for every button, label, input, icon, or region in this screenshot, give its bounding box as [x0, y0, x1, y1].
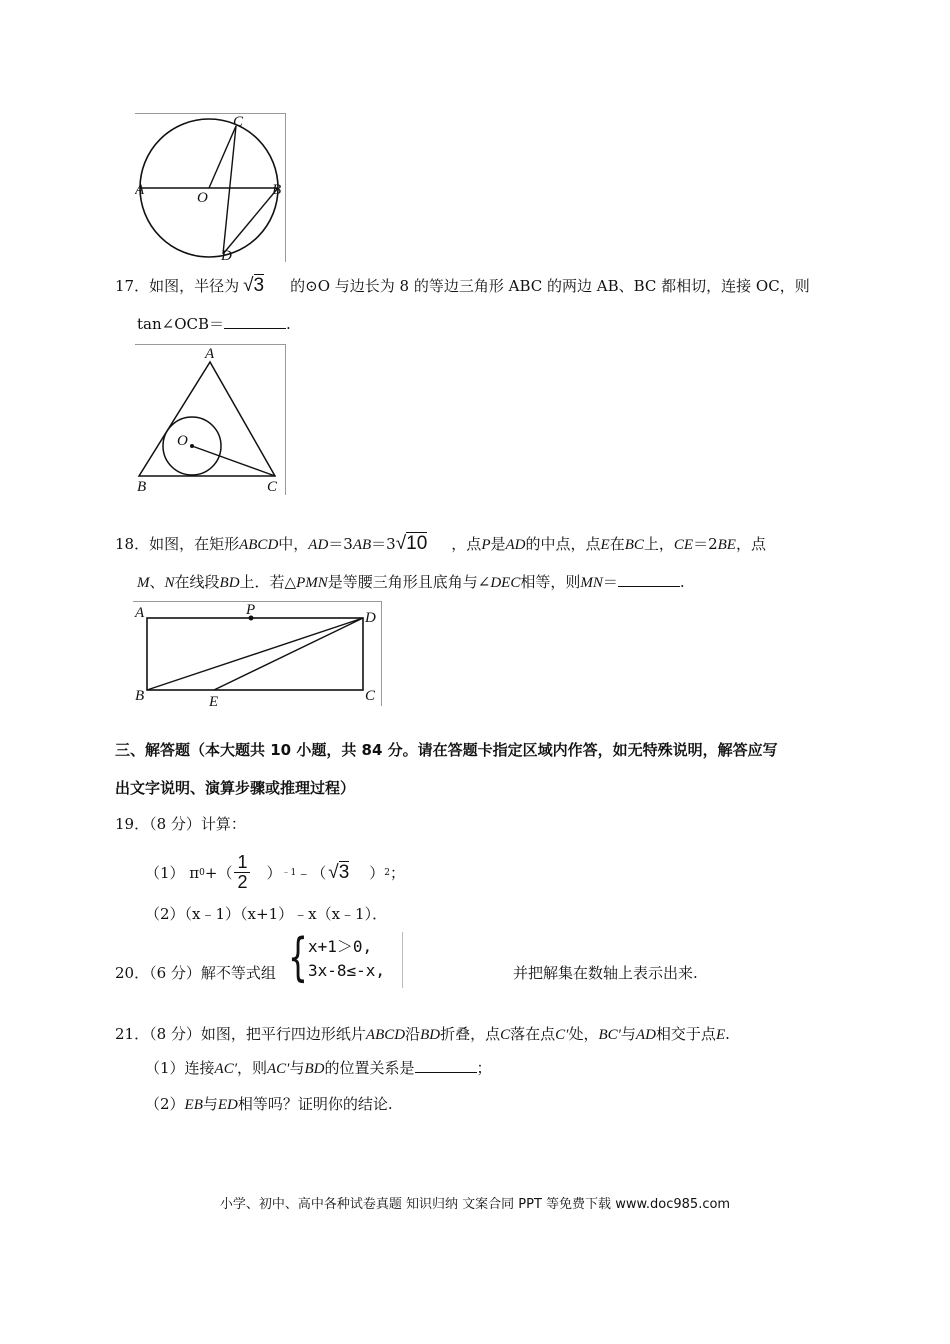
q21-heading — [115, 1024, 730, 1045]
q20-instruction: 并把解集在数轴上表示出来. — [513, 964, 698, 982]
label-d: D — [221, 248, 232, 262]
q21-text: 与 — [202, 1095, 218, 1113]
circle-diagram — [135, 114, 285, 262]
var-bd: BD — [420, 1027, 441, 1043]
label-b: B — [137, 479, 147, 495]
q18-number: 18． — [115, 535, 150, 553]
q21-text: 与 — [289, 1059, 305, 1077]
q18-text: 是 — [490, 535, 506, 553]
q18-text: ＝3 — [328, 535, 353, 553]
q21-text: 落在点 — [510, 1025, 556, 1043]
q21-text: 21．（8 分）如图，把平行四边形纸片 — [115, 1025, 366, 1043]
var-ac-prime: AC′ — [267, 1061, 290, 1077]
q17-number: 17． — [115, 277, 150, 295]
q17-text-a: 如图，半径为 — [149, 277, 240, 295]
var-ad: AD — [308, 537, 329, 553]
q19-text: （1） π — [145, 863, 200, 882]
q18-text: 、 — [149, 573, 165, 591]
var-c-prime: C′ — [555, 1027, 569, 1043]
figure-circle-abcd — [135, 113, 286, 262]
label-p: P — [246, 602, 256, 618]
q18-text: 中， — [278, 535, 309, 553]
q19-text: ） — [266, 863, 282, 882]
q18-text: ＝2 — [693, 535, 718, 553]
q21-text: （2） — [145, 1095, 185, 1113]
q19-text: ） — [369, 863, 385, 882]
label-c: C — [233, 114, 244, 130]
var-pmn: PMN — [296, 575, 328, 591]
fraction-one-half — [234, 853, 250, 892]
label-a: A — [205, 346, 215, 362]
figure-rectangle-abcd — [133, 601, 382, 706]
sqrt-10: √10 — [395, 533, 428, 554]
var-bc: BC — [624, 537, 644, 553]
exp-neg1: ﹣1 — [281, 867, 297, 878]
var-bd: BD — [219, 575, 240, 591]
var-ac-prime: AC′ — [214, 1061, 237, 1077]
label-d: D — [365, 610, 376, 626]
q18-text: 相等，则 — [520, 573, 581, 591]
q21-text: 与 — [620, 1025, 636, 1043]
q17-line2 — [137, 314, 291, 334]
q17-line1 — [115, 276, 810, 296]
var-ed: ED — [217, 1097, 238, 1113]
var-ab: AB — [352, 537, 372, 553]
q18-text: 在线段 — [174, 573, 220, 591]
var-abcd: ABCD — [239, 537, 279, 553]
q21-text: 相等吗？证明你的结论. — [237, 1095, 393, 1113]
var-n: N — [164, 575, 175, 591]
label-o: O — [197, 190, 208, 206]
inequality-1: x+1＞0, — [308, 937, 373, 956]
q18-text: ，点 — [735, 535, 766, 553]
q18-text: 的中点，点 — [525, 535, 601, 553]
q18-line2 — [137, 572, 685, 593]
q21-text: （1）连接 — [145, 1059, 215, 1077]
q18-text: ，点 — [451, 535, 482, 553]
section3-heading-line2: 出文字说明、演算步骤或推理过程） — [115, 779, 356, 797]
exp-0: 0 — [199, 867, 205, 878]
q19-part1 — [145, 853, 405, 892]
var-e: E — [715, 1027, 726, 1043]
q21-text: 的位置关系是 — [324, 1059, 415, 1077]
sqrt-3: √3 — [328, 861, 350, 883]
q21-part1 — [145, 1058, 492, 1079]
var-bc-prime: BC′ — [598, 1027, 621, 1043]
q17-answer-blank[interactable] — [224, 314, 286, 329]
q17-period: . — [286, 315, 291, 333]
q21-text: ，则 — [237, 1059, 268, 1077]
q18-text: 上．若△ — [239, 573, 297, 591]
inequality-system — [288, 928, 403, 988]
q18-text: ＝3 — [371, 535, 396, 553]
triangle-diagram — [135, 345, 285, 495]
q18-line1 — [115, 534, 766, 555]
q19-text: ； — [390, 863, 406, 882]
segment-oc — [209, 126, 236, 188]
segment-bd — [147, 618, 363, 690]
q21-text: 沿 — [405, 1025, 421, 1043]
label-a: A — [135, 605, 145, 621]
q18-text: 上， — [643, 535, 674, 553]
q21-text: 相交于点 — [655, 1025, 716, 1043]
figure-triangle-circle — [135, 344, 286, 495]
var-eb: EB — [184, 1097, 203, 1113]
rectangle-diagram — [133, 602, 381, 706]
fraction-denominator: 2 — [237, 872, 248, 892]
var-bd: BD — [304, 1061, 325, 1077]
label-a: A — [135, 182, 145, 198]
q18-text: ＝ — [602, 573, 618, 591]
var-be: BE — [717, 537, 736, 553]
var-mn: MN — [580, 575, 603, 591]
label-e: E — [209, 694, 219, 706]
var-m: M — [137, 575, 150, 591]
q20-heading: 20．（6 分）解不等式组 — [115, 964, 276, 982]
var-ad: AD — [635, 1027, 656, 1043]
q21-text: . — [725, 1025, 730, 1043]
q21-answer-blank[interactable] — [415, 1058, 477, 1073]
q18-period: . — [679, 573, 685, 591]
var-c: C — [500, 1027, 511, 1043]
q19-text: ﹣（ — [296, 863, 327, 882]
q21-part2 — [145, 1094, 393, 1115]
segment-ed — [214, 618, 363, 690]
q18-answer-blank[interactable] — [618, 572, 680, 587]
label-c: C — [267, 479, 278, 495]
label-b: B — [135, 688, 145, 704]
q21-text: 折叠，点 — [440, 1025, 501, 1043]
page-footer: 小学、初中、高中各种试卷真题 知识归纳 文案合同 PPT 等免费下载 www.doc985.com — [219, 1197, 731, 1212]
inequality-2: 3x-8≤-x, — [308, 961, 386, 980]
q18-text: 在 — [609, 535, 625, 553]
q17-tan-label: tan∠OCB＝ — [137, 315, 224, 333]
q19-heading: 19．（8 分）计算： — [115, 815, 246, 833]
exp-2: 2 — [384, 867, 391, 878]
q18-text: 如图，在矩形 — [149, 535, 240, 553]
sqrt-radicand: 3 — [253, 275, 265, 296]
label-c: C — [365, 688, 376, 704]
label-o: O — [177, 433, 188, 449]
sqrt-radicand: 3 — [338, 861, 350, 883]
var-p: P — [481, 537, 491, 553]
q17-text-b: 的⊙O 与边长为 8 的等边三角形 ABC 的两边 AB、BC 都相切，连接 OC，则 — [290, 277, 810, 295]
sqrt-radicand: 10 — [406, 533, 428, 554]
segment-cd — [223, 126, 236, 254]
left-brace: { — [288, 928, 308, 988]
var-ce: CE — [673, 537, 694, 553]
sqrt-3: √3 — [243, 275, 265, 296]
section3-heading-line1: 三、解答题（本大题共 10 小题，共 84 分。请在答题卡指定区域内作答，如无特殊说明，解答应写 — [115, 741, 778, 759]
var-ad: AD — [505, 537, 526, 553]
fraction-numerator: 1 — [237, 852, 248, 872]
var-abcd: ABCD — [365, 1027, 406, 1043]
q21-text: ； — [476, 1059, 492, 1077]
q19-text: +（ — [204, 863, 233, 882]
triangle-abc — [139, 362, 275, 476]
q19-part2: （2）（x﹣1）（x+1）﹣x（x﹣1）． — [145, 905, 388, 923]
var-e: E — [600, 537, 610, 553]
q18-text: 是等腰三角形且底角与∠ — [327, 573, 491, 591]
q21-text: 处， — [568, 1025, 599, 1043]
label-b: B — [272, 182, 282, 198]
var-dec: DEC — [490, 575, 521, 591]
